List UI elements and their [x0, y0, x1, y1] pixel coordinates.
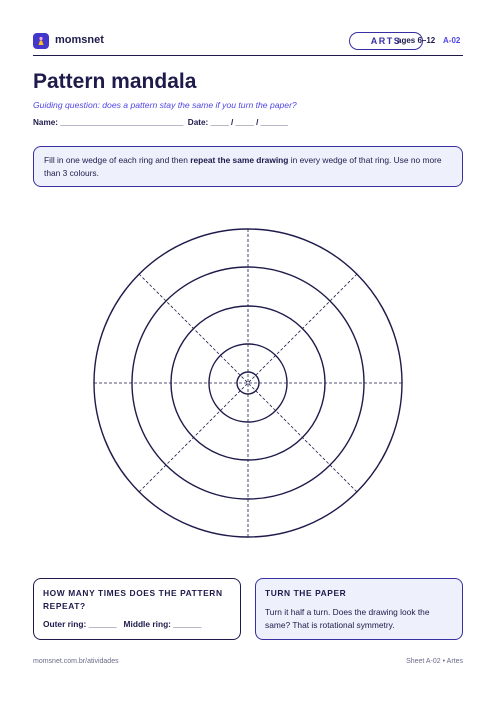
ring-inner — [209, 344, 287, 422]
sheet-code: A-02 — [443, 36, 461, 45]
ring-outer — [94, 229, 402, 537]
guide-diagonal-1 — [139, 274, 357, 492]
header — [33, 31, 463, 53]
header-divider — [33, 55, 463, 56]
age-range: ages 6–12 — [397, 36, 436, 45]
brand-name: momsnet — [55, 34, 104, 46]
turn-paper-title: TURN THE PAPER — [265, 588, 347, 598]
name-date-line: Name: ___________________________ Date: ____ / ____ / ______ — [33, 118, 288, 127]
instructions-box — [33, 146, 463, 187]
wedge-guides — [94, 229, 402, 537]
repeat-count-fields: Outer ring: ______ Middle ring: ______ — [43, 619, 202, 630]
page-title: Pattern mandala — [33, 70, 197, 93]
instructions-text-2: in every wedge of that ring. Use no more than 3 colours. — [44, 155, 442, 178]
subject-badge: ARTS — [349, 32, 423, 50]
instructions-text-1: Fill in one wedge of each ring and then — [44, 155, 191, 165]
figure-icon — [36, 36, 46, 46]
guide-diagonal-2 — [139, 274, 357, 492]
ring-center — [237, 372, 259, 394]
brand-logo-icon — [33, 33, 49, 49]
repeat-count-card — [33, 578, 241, 640]
instructions-bold: repeat the same drawing — [190, 155, 289, 165]
repeat-count-title: HOW MANY TIMES DOES THE PATTERN REPEAT? — [43, 588, 223, 612]
ring-third — [171, 306, 325, 460]
turn-paper-body: Turn it half a turn. Does the drawing look the same? That is rotational symmetry. — [265, 607, 430, 631]
footer-sheet-label: Sheet A-02 • Artes — [406, 658, 463, 665]
guiding-question: Guiding question: does a pattern stay the same if you turn the paper? — [33, 100, 297, 110]
turn-paper-card — [255, 578, 463, 640]
footer-url: momsnet.com.br/atividades — [33, 658, 119, 665]
ring-second — [132, 267, 364, 499]
